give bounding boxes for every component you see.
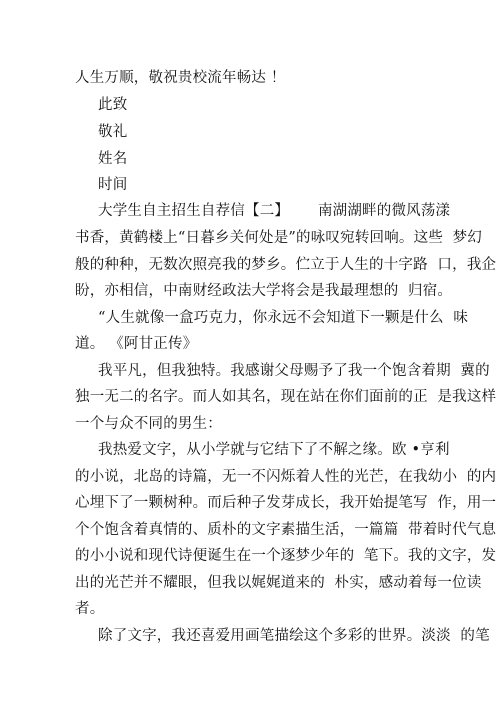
text-line: 的小小说和现代诗便诞生在一个逐梦少年的 笔下。我的文字，发 [75,548,497,564]
text-line: 个个饱含着真情的、质朴的文字素描生活，一篇篇 带着时代气息 [75,522,497,538]
text-line: 大学生自主招生自荐信【二】 南湖湖畔的微风荡漾 [98,203,451,219]
text-line: 此致 [98,97,128,113]
text-line: 盼，亦相信，中南财经政法大学将会是我最理想的 归宿。 [75,283,453,299]
text-line: 者。 [75,601,105,617]
text-line: 的小说，北岛的诗篇，无一不闪烁着人性的光芒，在我幼小 的内 [75,469,497,485]
text-line: 般的种种，无数次照亮我的梦乡。伫立于人生的十字路 口，我企 [75,257,497,273]
text-line: 书香，黄鹤楼上“日暮乡关何处是”的咏叹宛转回响。这些 梦幻 [75,230,483,246]
text-line: 除了文字，我还喜爱用画笔描绘这个多彩的世界。淡淡 的笔 [98,628,490,644]
text-line: “人生就像一盒巧克力，你永远不会知道下一颗是什么 味 [98,310,469,326]
text-line: 姓名 [98,151,128,167]
text-line: 道。 《阿甘正传》 [75,336,198,352]
text-line: 我热爱文字，从小学就与它结下了不解之缘。欧 •亨利 [98,442,450,458]
text-line: 一个与众不同的男生： [75,416,222,432]
text-line: 我平凡，但我独特。我感谢父母赐予了我一个饱含着期 冀的 [98,363,490,379]
text-line: 人生万顺，敬祝贵校流年畅达 ！ [75,70,286,86]
text-line: 心埋下了一颗树种。而后种子发芽成长，我开始提笔写 作，用一 [75,495,497,511]
text-line: 时间 [98,177,128,193]
text-line: 敬礼 [98,124,128,140]
text-line: 出的光芒并不耀眼，但我以娓娓道来的 朴实，感动着每一位读 [75,575,482,591]
text-line: 独一无二的名字。而人如其名，现在站在你们面前的正 是我这样 [75,389,497,405]
